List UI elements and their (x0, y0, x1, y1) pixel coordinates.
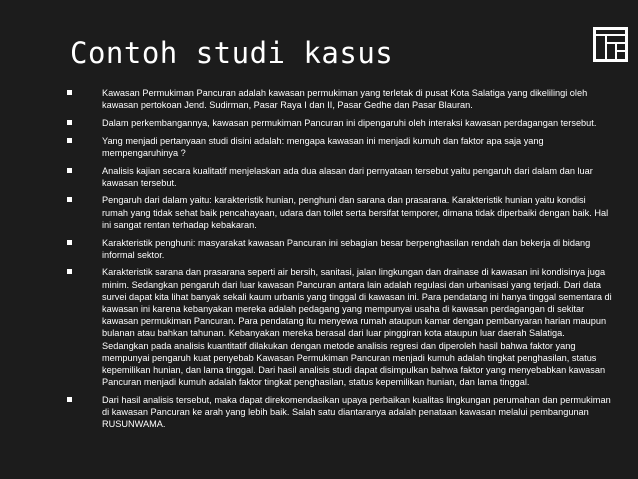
bullet-text: Analisis kajian secara kualitatif menjelaskan ada dua alasan dari pernyataan tersebut yaitu pengaruh dari dalam dan luar kawasan tersebut. (102, 165, 593, 188)
bullet-text: Yang menjadi pertanyaan studi disini adalah: mengapa kawasan ini menjadi kumuh dan faktor apa saja yang mempengaruhinya ? (102, 135, 544, 158)
bullet-text: Pengaruh dari dalam yaitu: karakteristik hunian, penghuni dan sarana dan prasarana. Karakteristik hunian yaitu kondisi rumah yang tidak sehat baik pencahayaan, udara dan toilet serta bersifat temporer, dimana tidak diperbaiki dengan baik. Hal ini sangat rentan terhadap kebakaran. (102, 195, 609, 230)
bullet-item (67, 266, 612, 388)
square-bullet-icon (67, 240, 72, 245)
bullet-list (67, 87, 612, 431)
bullet-item (67, 135, 612, 159)
bullet-item (67, 394, 612, 431)
bullet-text: Dalam perkembangannya, kawasan permukiman Pancuran ini dipengaruhi oleh interaksi kawasan perdagangan tersebut. (102, 117, 597, 128)
bullet-item (67, 194, 612, 231)
square-bullet-icon (67, 197, 72, 202)
bullet-item (67, 87, 612, 111)
bullet-text: Kawasan Permukiman Pancuran adalah kawasan permukiman yang terletak di pusat Kota Salatiga yang dikelilingi oleh kawasan pertokoan Jend. Sudirman, Pasar Raya I dan II, Pasar Gedhe dan Pasar Blauran. (102, 88, 588, 111)
square-bullet-icon (67, 138, 72, 143)
bullet-item (67, 165, 612, 189)
bullet-text: Karakteristik sarana dan prasarana seperti air bersih, sanitasi, jalan lingkungan dan drainase di kawasan ini kondisinya juga minim. Sedangkan pengaruh dari luar kawasan Pancuran antara lain adalah regulasi dan urbanisasi yang terjadi. Dari data survei dapat kita lihat banyak sekali kaum urbanis yang tinggal di kawasan ini. Para pendatang ini hanya tinggal sementara di kawasan ini karena kebanyakan mereka adalah pedagang yang mempunyai usaha di kawasan perdagangan di sekitar kawasan permukiman Pancuran. Para pendatang itu menyewa rumah ataupun kamar dengan pembanyaran harian maupun bulanan atau bahkan tahunan. Kebanyakan mereka berasal dari luar pinggiran kota ataupun luar daerah Salatiga. Sedangkan pada analisis kuantitatif dilakukan dengan metode analisis regresi dan diperoleh hasil bahwa faktor yang mempunyai pengaruh kuat penyebab Kawasan Permukiman Pancuran menjadi kumuh adalah tingkat penghasilan, status kepemilikan hunian, dan lama tinggal. Dari hasil analisis studi dapat disimpulkan bahwa faktor yang menyebabkan kawasan Pancuran menjadi kumuh adalah faktor tingkat penghasilan, status kepemilikan hunian, dan lama tinggal. (102, 267, 612, 388)
square-grid-logo-icon (592, 26, 629, 63)
square-bullet-icon (67, 269, 72, 274)
bullet-text: Karakteristik penghuni: masyarakat kawasan Pancuran ini sebagian besar berpenghasilan rendah dan bekerja di bidang informal sektor. (102, 237, 591, 260)
bullet-item (67, 237, 612, 261)
slide-title: Contoh studi kasus (70, 36, 394, 70)
square-bullet-icon (67, 168, 72, 173)
square-bullet-icon (67, 120, 72, 125)
square-bullet-icon (67, 397, 72, 402)
square-bullet-icon (67, 90, 72, 95)
bullet-text: Dari hasil analisis tersebut, maka dapat direkomendasikan upaya perbaikan kualitas lingkungan perumahan dan permukiman di kawasan Pancuran ke arah yang lebih baik. Salah satu diantaranya adalah penataan kawasan melalui pembangunan RUSUNWAMA. (102, 394, 611, 430)
bullet-item (67, 117, 612, 129)
